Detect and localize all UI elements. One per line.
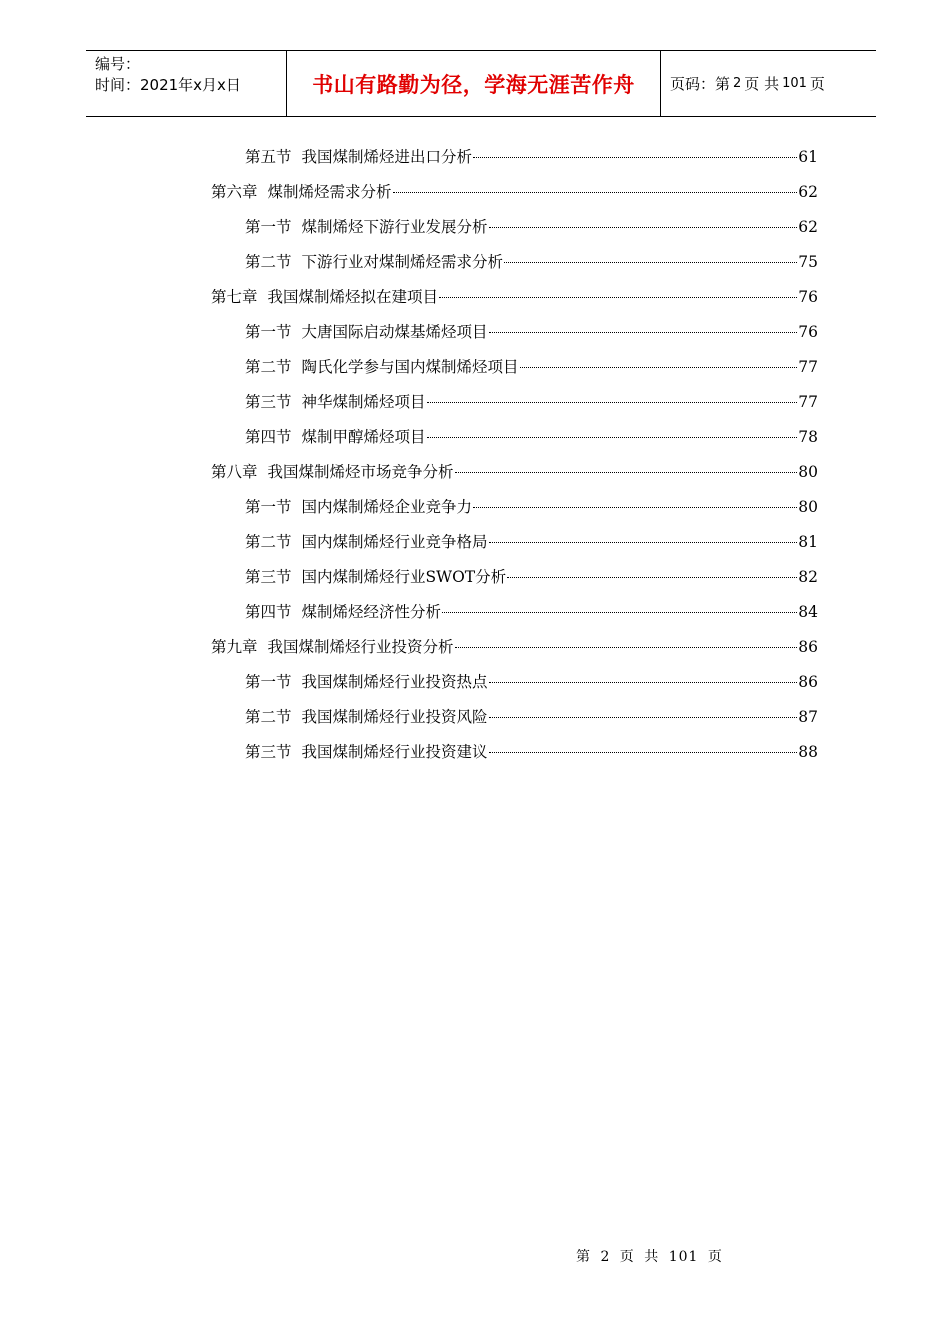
toc-entry-title: 大唐国际启动煤基烯烃项目 xyxy=(301,323,488,341)
toc-entry-label xyxy=(211,285,438,309)
toc-entry-page: 76 xyxy=(798,288,818,306)
header-page-info xyxy=(661,51,876,116)
toc-dot-leader xyxy=(489,542,798,543)
toc-entry-page: 76 xyxy=(798,323,818,341)
toc-dot-leader xyxy=(455,647,798,648)
header-meta xyxy=(86,51,287,116)
toc-entry[interactable] xyxy=(245,495,818,519)
toc-entry-title: 煤制甲醇烯烃项目 xyxy=(301,428,426,446)
toc-entry-label xyxy=(245,390,426,414)
toc-entry-title: 国内煤制烯烃企业竞争力 xyxy=(301,498,473,516)
header-motto-cell xyxy=(287,51,661,116)
toc-entry-prefix: 第二节 xyxy=(245,533,292,551)
toc-entry[interactable] xyxy=(245,425,818,449)
toc-entry[interactable] xyxy=(245,600,818,624)
toc-dot-leader xyxy=(504,262,797,263)
toc-entry-page: 86 xyxy=(798,673,818,691)
toc-entry-prefix: 第一节 xyxy=(245,673,292,691)
toc-entry-label xyxy=(245,145,472,169)
toc-entry-label xyxy=(245,600,441,624)
toc-entry-prefix: 第一节 xyxy=(245,323,292,341)
toc-entry[interactable] xyxy=(245,320,818,344)
toc-entry-label xyxy=(245,740,488,764)
page-total: 101 xyxy=(782,76,807,91)
toc-entry-page: 78 xyxy=(798,428,818,446)
toc-entry-prefix: 第三节 xyxy=(245,568,292,586)
toc-entry-prefix: 第八章 xyxy=(211,463,258,481)
toc-entry[interactable] xyxy=(245,355,818,379)
toc-entry-prefix: 第三节 xyxy=(245,393,292,411)
toc-entry-page: 81 xyxy=(798,533,818,551)
toc-entry-prefix: 第五节 xyxy=(245,148,292,166)
toc-dot-leader xyxy=(489,227,798,228)
toc-dot-leader xyxy=(439,297,797,298)
toc-entry-title: 煤制烯烃经济性分析 xyxy=(301,603,442,621)
toc-dot-leader xyxy=(489,752,798,753)
toc-entry-page: 62 xyxy=(798,218,818,236)
toc-entry-page: 77 xyxy=(798,393,818,411)
toc-entry-title: 神华煤制烯烃项目 xyxy=(301,393,426,411)
toc-entry-title: 我国煤制烯烃行业投资建议 xyxy=(301,743,488,761)
toc-dot-leader xyxy=(473,507,797,508)
toc-entry-label xyxy=(245,320,488,344)
toc-entry-label xyxy=(245,250,503,274)
toc-entry-title: 我国煤制烯烃行业投资分析 xyxy=(267,638,454,656)
toc-dot-leader xyxy=(520,367,798,368)
toc-entry-label xyxy=(211,180,392,204)
toc-entry[interactable] xyxy=(211,460,818,484)
page-label: 页码：第 xyxy=(670,75,731,93)
toc-entry-label xyxy=(245,670,488,694)
toc-entry-prefix: 第一节 xyxy=(245,218,292,236)
document-time-label: 时间：2021年x月x日 xyxy=(95,76,241,94)
header-motto: 书山有路勤为径，学海无涯苦作舟 xyxy=(312,72,635,97)
toc-entry-page: 80 xyxy=(798,498,818,516)
toc-dot-leader xyxy=(489,682,798,683)
toc-entry-prefix: 第四节 xyxy=(245,603,292,621)
toc-entry-label xyxy=(211,460,454,484)
toc-entry-prefix: 第六章 xyxy=(211,183,258,201)
toc-entry-title: 我国煤制烯烃行业投资热点 xyxy=(301,673,488,691)
toc-dot-leader xyxy=(427,402,798,403)
toc-dot-leader xyxy=(442,612,797,613)
toc-entry-title: 陶氏化学参与国内煤制烯烃项目 xyxy=(301,358,519,376)
toc-entry-page: 80 xyxy=(798,463,818,481)
toc-entry-page: 82 xyxy=(798,568,818,586)
toc-dot-leader xyxy=(393,192,798,193)
toc-dot-leader xyxy=(427,437,798,438)
toc-entry-label xyxy=(211,635,454,659)
toc-entry[interactable] xyxy=(245,740,818,764)
page-header xyxy=(86,50,876,117)
toc-dot-leader xyxy=(507,577,797,578)
toc-entry-label xyxy=(245,355,519,379)
toc-entry[interactable] xyxy=(211,285,818,309)
toc-entry-label xyxy=(245,425,426,449)
toc-entry-title: 我国煤制烯烃行业投资风险 xyxy=(301,708,488,726)
toc-entry-title: 煤制烯烃下游行业发展分析 xyxy=(301,218,488,236)
toc-dot-leader xyxy=(489,332,798,333)
toc-entry-title: 国内煤制烯烃行业竞争格局 xyxy=(301,533,488,551)
toc-entry-title: 我国煤制烯烃进出口分析 xyxy=(301,148,473,166)
toc-entry[interactable] xyxy=(211,180,818,204)
toc-entry-page: 75 xyxy=(798,253,818,271)
toc-entry-page: 84 xyxy=(798,603,818,621)
toc-entry-page: 86 xyxy=(798,638,818,656)
toc-dot-leader xyxy=(489,717,798,718)
toc-dot-leader xyxy=(473,157,797,158)
toc-entry-page: 77 xyxy=(798,358,818,376)
toc-entry-page: 61 xyxy=(798,148,818,166)
toc-entry-prefix: 第三节 xyxy=(245,743,292,761)
toc-entry-prefix: 第二节 xyxy=(245,253,292,271)
toc-entry-title: 煤制烯烃需求分析 xyxy=(267,183,392,201)
toc-entry[interactable] xyxy=(245,565,818,589)
toc-entry-title: 我国煤制烯烃市场竞争分析 xyxy=(267,463,454,481)
toc-entry-label xyxy=(245,495,472,519)
toc-dot-leader xyxy=(455,472,798,473)
toc-entry[interactable] xyxy=(245,250,818,274)
toc-entry[interactable] xyxy=(211,635,818,659)
toc-entry-label xyxy=(245,530,488,554)
page-end-label: 页 xyxy=(809,75,825,93)
toc-entry-page: 87 xyxy=(798,708,818,726)
toc-entry-prefix: 第七章 xyxy=(211,288,258,306)
toc-entry-prefix: 第九章 xyxy=(211,638,258,656)
toc-entry[interactable] xyxy=(245,390,818,414)
toc-entry[interactable] xyxy=(245,530,818,554)
toc-entry[interactable] xyxy=(245,705,818,729)
toc-entry-title: 国内煤制烯烃行业SWOT分析 xyxy=(301,568,507,586)
toc-entry-prefix: 第一节 xyxy=(245,498,292,516)
document-number-label: 编号： xyxy=(95,55,141,73)
toc-entry-prefix: 第二节 xyxy=(245,358,292,376)
toc-entry-label xyxy=(245,705,488,729)
toc-entry[interactable] xyxy=(245,670,818,694)
toc-entry-title: 下游行业对煤制烯烃需求分析 xyxy=(301,253,504,271)
toc-entry-label xyxy=(245,215,488,239)
toc-entry[interactable] xyxy=(245,215,818,239)
toc-entry-page: 62 xyxy=(798,183,818,201)
toc-entry-title: 我国煤制烯烃拟在建项目 xyxy=(267,288,439,306)
page-mid-label: 页 共 xyxy=(744,75,780,93)
page-footer: 第 2 页 共 101 页 xyxy=(576,1249,723,1265)
toc-entry-prefix: 第四节 xyxy=(245,428,292,446)
toc-entry-page: 88 xyxy=(798,743,818,761)
page-current: 2 xyxy=(733,76,742,91)
toc-entry[interactable] xyxy=(245,145,818,169)
toc-entry-prefix: 第二节 xyxy=(245,708,292,726)
toc-entry-label xyxy=(245,565,506,589)
